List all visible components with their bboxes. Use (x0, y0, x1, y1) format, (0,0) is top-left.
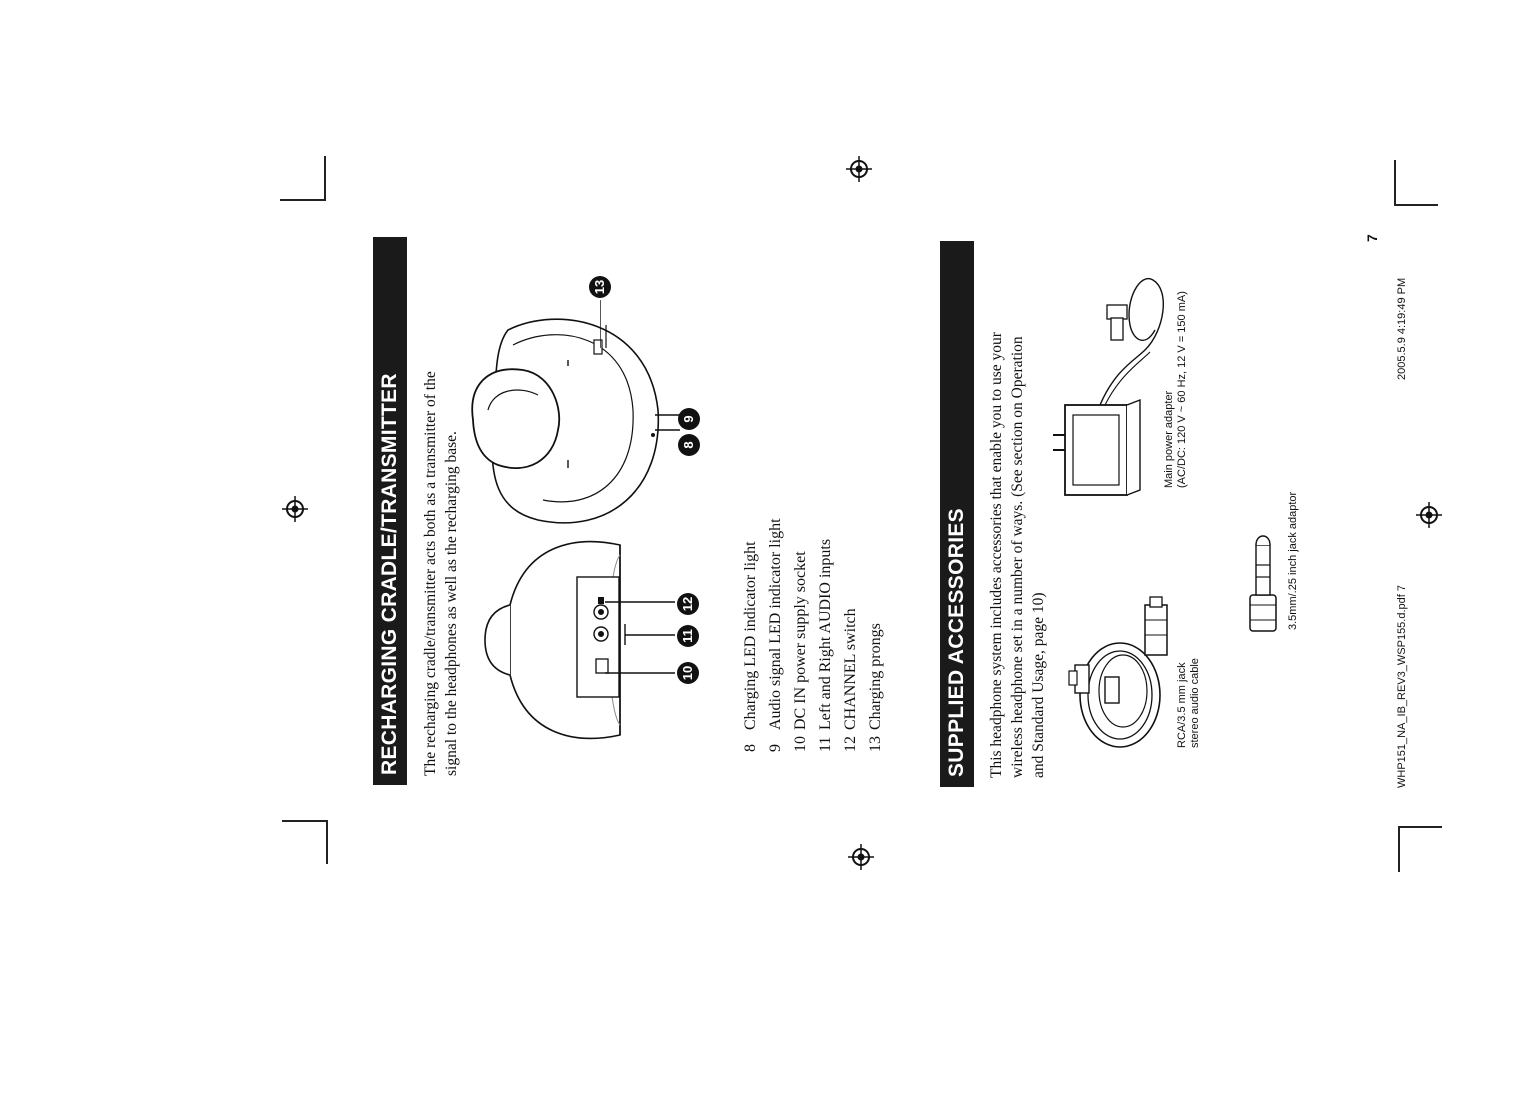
section-title-recharging-cradle: RECHARGING CRADLE/TRANSMITTER (373, 237, 407, 785)
list-item: 9 Audio signal LED indicator light (767, 518, 784, 752)
registration-mark-icon (282, 496, 308, 522)
power-adapter-label-line-1: Main power adapter (1163, 390, 1175, 488)
crop-mark-bottom-right-h (1398, 826, 1442, 828)
registration-mark-icon (1416, 502, 1442, 528)
rca-cable-label-line-2: stereo audio cable (1189, 658, 1201, 748)
crop-mark-top-left-h (280, 199, 326, 201)
rca-cable-illustration (1065, 595, 1180, 755)
callout-8: 8 (678, 434, 700, 456)
callout-leader-lines (595, 590, 685, 690)
section2-intro-line-2: wireless headphone set in a number of ways. (See section on Operation (1009, 336, 1026, 778)
page-number: 7 (1364, 234, 1380, 242)
rca-cable-label-line-1: RCA/3.5 mm jack (1176, 662, 1188, 748)
callout-12: 12 (677, 593, 699, 615)
power-adapter-label-line-2: (AC/DC: 120 V ~ 60 Hz, 12 V = 150 mA) (1176, 291, 1188, 488)
crop-mark-top-right-v (1394, 160, 1396, 206)
list-item: 13 Charging prongs (867, 623, 884, 752)
callout-10: 10 (677, 662, 699, 684)
registration-mark-icon (846, 156, 872, 182)
list-item: 10 DC IN power supply socket (792, 551, 809, 752)
power-adapter-illustration (1045, 270, 1175, 505)
parts-list (738, 518, 888, 752)
list-item: 8 Charging LED indicator light (742, 541, 759, 752)
section2-intro-line-3: and Standard Usage, page 10) (1030, 592, 1047, 778)
list-item: 11 Left and Right AUDIO inputs (817, 538, 834, 752)
section1-intro-line-2: signal to the headphones as well as the recharging base. (443, 431, 460, 776)
callout-11: 11 (677, 625, 699, 647)
jack-adaptor-illustration (1245, 525, 1285, 635)
crop-mark-bottom-right-v (1398, 826, 1400, 872)
callout-13: 13 (589, 276, 611, 298)
crop-mark-bottom-left-h (282, 820, 328, 822)
list-item: 12 CHANNEL switch (842, 608, 859, 752)
footer-timestamp: 2005.5.9 4:19:49 PM (1396, 277, 1408, 380)
callout-9: 9 (678, 408, 700, 430)
jack-adaptor-label: 3.5mm/.25 inch jack adaptor (1287, 491, 1299, 630)
section2-intro-line-1: This headphone system includes accessories that enable you to use your (988, 332, 1005, 778)
crop-mark-top-left-v (324, 156, 326, 200)
footer-filename: WHP151_NA_IB_REV3_WSP155.d.pdf 7 (1396, 584, 1408, 788)
crop-mark-top-right-h (1394, 204, 1438, 206)
section1-intro-line-1: The recharging cradle/transmitter acts both as a transmitter of the (422, 371, 439, 776)
crop-mark-bottom-left-v (326, 820, 328, 864)
section-title-supplied-accessories: SUPPLIED ACCESSORIES (940, 241, 974, 787)
registration-mark-icon (848, 844, 874, 870)
